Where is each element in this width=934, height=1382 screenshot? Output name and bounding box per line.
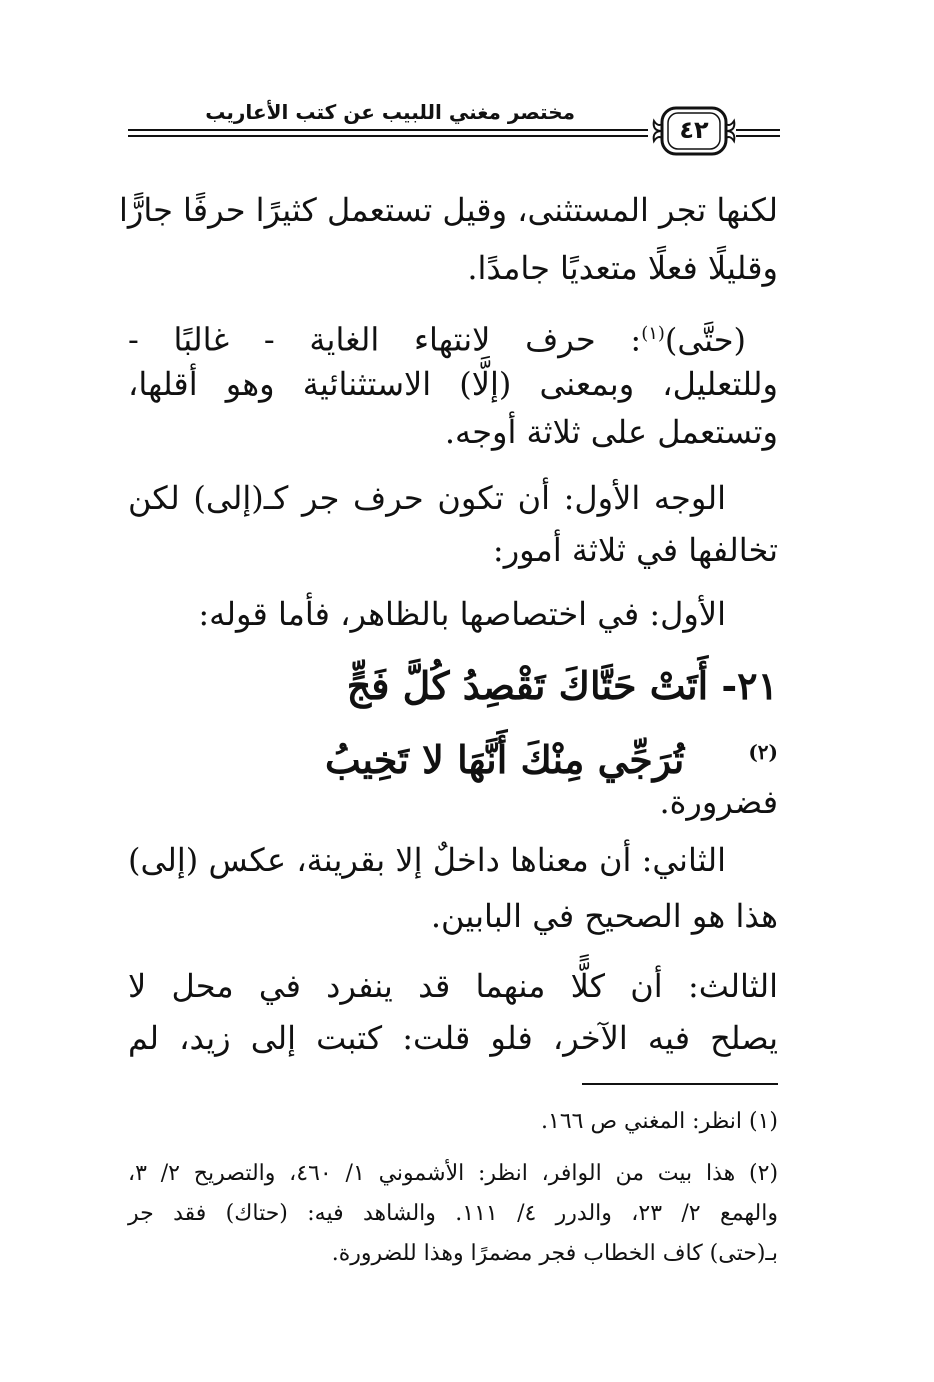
verse-line-2: $^{(٢)}$تُرَجِّي مِنْكَ أَنَّهَا لا تَخِيبُ <box>325 736 778 782</box>
footnote-2-line: والهمع ٢/ ٢٣، والدرر ٤/ ١١١. والشاهد فيه: (حتاك) فقد جر <box>128 1201 778 1226</box>
paragraph-line: الثالث: أن كلًّا منهما قد ينفرد في محل لا <box>128 967 778 1005</box>
book-title: مختصر مغني اللبيب عن كتب الأعاريب <box>205 100 575 124</box>
paragraph-line: تخالفها في ثلاثة أمور: <box>492 531 778 569</box>
paragraph-line: هذا هو الصحيح في البابين. <box>430 897 778 935</box>
page-number-badge <box>650 102 738 160</box>
header-rule <box>128 129 648 131</box>
paragraph-line: وتستعمل على ثلاثة أوجه. <box>444 413 778 451</box>
paragraph-line: الوجه الأول: أن تكون حرف جر كـ(إلى) لكن <box>128 479 726 517</box>
paragraph-line <box>128 306 778 362</box>
paragraph-line: يصلح فيه الآخر، فلو قلت: كتبت إلى زيد، لم <box>128 1019 778 1057</box>
verse-line-1: ٢١- أَتَتْ حَتَّاكَ تَقْصِدُ كُلَّ فَجٍّ <box>346 663 778 708</box>
footnote-divider <box>582 1083 778 1085</box>
footnote-2-line: بـ(حتى) كاف الخطاب فجر مضمرًا وهذا للضرورة. <box>331 1241 778 1266</box>
page-header <box>128 86 780 164</box>
paragraph-line: وقليلًا فعلًا متعديًا جامدًا. <box>467 249 778 287</box>
paragraph-line: لكنها تجر المستثنى، وقيل تستعمل كثيرًا حرفًا جارًّا <box>118 191 778 229</box>
paragraph-line: الثاني: أن معناها داخلٌ إلا بقرينة، عكس (إلى) <box>128 841 726 879</box>
paragraph-line: وللتعليل، وبمعنى (إلَّا) الاستثنائية وهو أقلها، <box>128 365 778 403</box>
definition-text: : حرف لانتهاء الغاية - غالبًا - <box>128 320 642 359</box>
paragraph-line: الأول: في اختصاصها بالظاهر، فأما قوله: <box>198 595 726 633</box>
paragraph-line: فضرورة. <box>659 783 778 821</box>
page-number: ٤٢ <box>679 116 709 144</box>
footnote-ref: (٢) <box>748 740 778 764</box>
header-rule <box>736 129 780 131</box>
footnote-1: (١) انظر: المغني ص ١٦٦. <box>541 1109 778 1134</box>
term-hatta: (حتَّى) <box>664 320 746 359</box>
header-rule <box>128 135 648 137</box>
footnote-2-line: (٢) هذا بيت من الوافر، انظر: الأشموني ١/ ٤٦٠، والتصريح ٢/ ٣، <box>128 1161 779 1186</box>
header-rule <box>736 135 780 137</box>
footnote-ref: (١) <box>641 323 665 344</box>
